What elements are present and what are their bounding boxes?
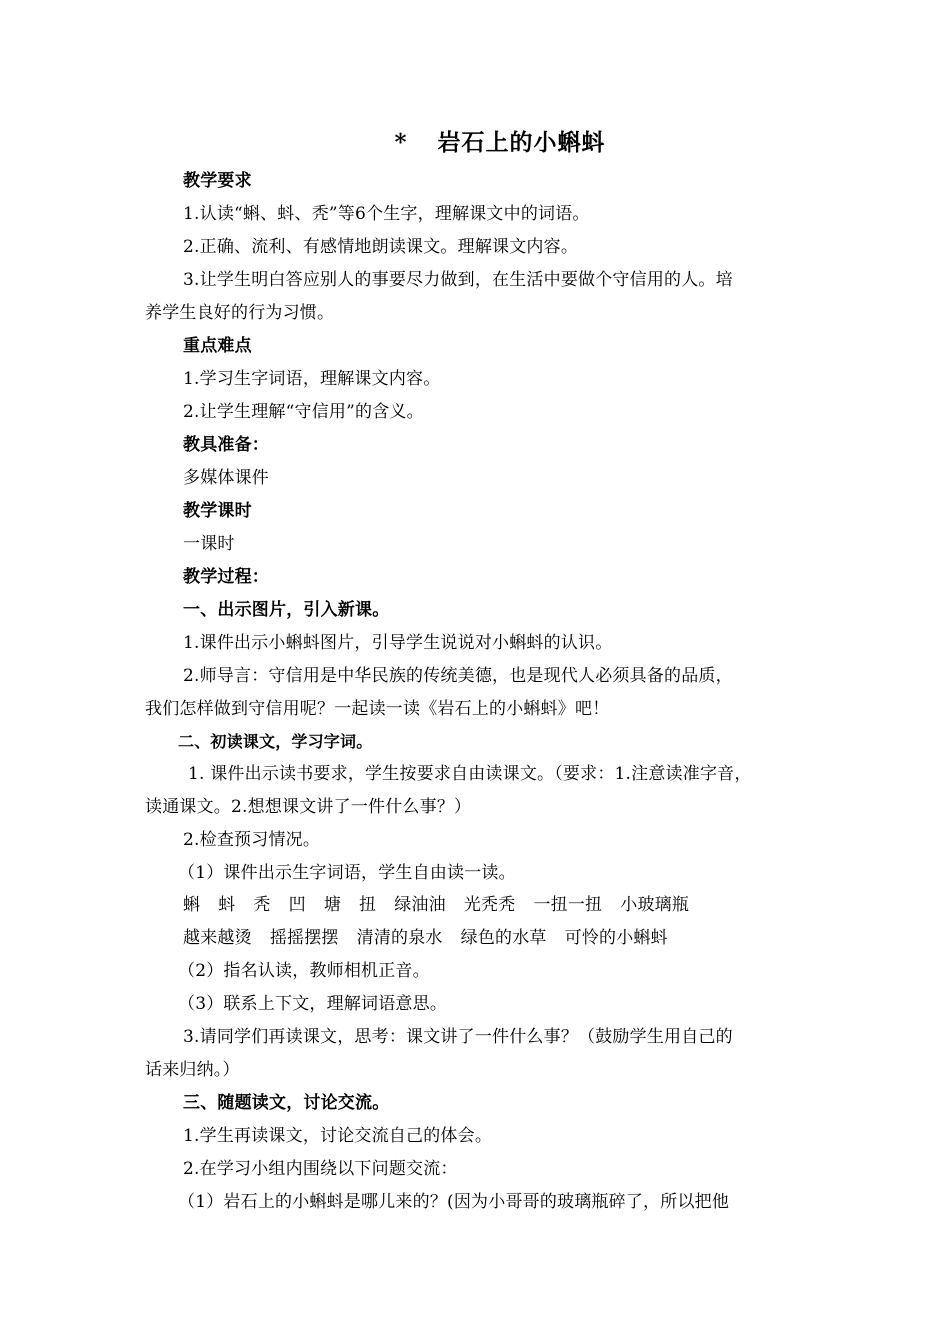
paragraph: 1.学生再读课文，讨论交流自己的体会。	[183, 1126, 493, 1146]
paragraph: 1.课件出示小蝌蚪图片，引导学生说说对小蝌蚪的认识。	[183, 633, 613, 653]
vocab-word: 扭	[359, 895, 377, 915]
heading-teaching-aids: 教具准备：	[183, 435, 269, 455]
heading-teaching-process: 教学过程：	[183, 567, 269, 587]
vocab-word: 秃	[253, 895, 271, 915]
heading-teaching-requirements: 教学要求	[183, 171, 252, 191]
paragraph: 1.学习生字词语，理解课文内容。	[183, 369, 441, 389]
paragraph: 2.让学生理解“守信用”的含义。	[183, 402, 424, 422]
paragraph: 2.正确、流利、有感情地朗读课文。理解课文内容。	[183, 237, 579, 257]
title-star: *	[394, 129, 408, 156]
vocab-word: 蚪	[218, 895, 236, 915]
paragraph: 话来归纳。）	[145, 1060, 240, 1080]
vocab-word: 绿色的水草	[460, 928, 547, 948]
paragraph: 2.检查预习情况。	[183, 830, 321, 850]
section-heading-3: 三、随题读文，讨论交流。	[183, 1093, 390, 1113]
section-heading-1: 一、出示图片，引入新课。	[183, 600, 390, 620]
paragraph: （1）岩石上的小蝌蚪是哪儿来的？(因为小哥哥的玻璃瓶碎了，所以把他	[178, 1192, 730, 1212]
vocab-word: 一扭一扭	[533, 895, 603, 915]
vocab-word: 绿油油	[394, 895, 446, 915]
paragraph: 1. 课件出示读书要求，学生按要求自由读课文。（要求：1.注意读准字音，	[188, 764, 752, 784]
paragraph: 3.让学生明白答应别人的事要尽力做到，在生活中要做个守信用的人。培	[183, 270, 733, 290]
vocab-word: 塘	[323, 895, 342, 915]
vocab-word: 越来越烫	[183, 928, 252, 948]
document-title	[0, 124, 950, 157]
vocab-word: 小玻璃瓶	[620, 895, 690, 915]
paragraph: 2.在学习小组内围绕以下问题交流：	[183, 1159, 458, 1179]
vocabulary-row-2	[0, 926, 950, 950]
vocabulary-row-1	[0, 893, 950, 917]
vocab-word: 凹	[288, 895, 306, 915]
paragraph: 3.请同学们再读课文，思考：课文讲了一件什么事？（鼓励学生用自己的	[183, 1027, 733, 1047]
paragraph: 一课时	[183, 534, 235, 554]
vocab-word: 清清的泉水	[356, 928, 443, 948]
paragraph: 养学生良好的行为习惯。	[145, 303, 335, 323]
paragraph: （2）指名认读，教师相机正音。	[178, 961, 430, 981]
vocab-word: 蝌	[183, 895, 201, 915]
paragraph: （1）课件出示生字词语，学生自由读一读。	[178, 863, 516, 883]
paragraph: 多媒体课件	[183, 468, 269, 488]
heading-class-hours: 教学课时	[183, 501, 252, 521]
vocab-word: 摇摇摆摆	[269, 928, 339, 948]
vocab-word: 可怜的小蝌蚪	[564, 928, 668, 948]
paragraph: 2.师导言：守信用是中华民族的传统美德，也是现代人必须具备的品质，	[183, 666, 733, 686]
heading-key-difficulties: 重点难点	[183, 336, 252, 356]
paragraph: （3）联系上下文，理解词语意思。	[178, 994, 448, 1014]
section-heading-2: 二、初读课文，学习字词。	[178, 732, 373, 751]
paragraph: 我们怎样做到守信用呢？一起读一读《岩石上的小蝌蚪》吧！	[145, 699, 610, 719]
title-text: 岩石上的小蝌蚪	[437, 129, 606, 156]
paragraph: 1.认读“蝌、蚪、秃”等6个生字，理解课文中的词语。	[183, 204, 590, 224]
vocab-word: 光秃秃	[463, 895, 516, 915]
paragraph: 读通课文。2.想想课文讲了一件什么事？）	[145, 797, 472, 817]
